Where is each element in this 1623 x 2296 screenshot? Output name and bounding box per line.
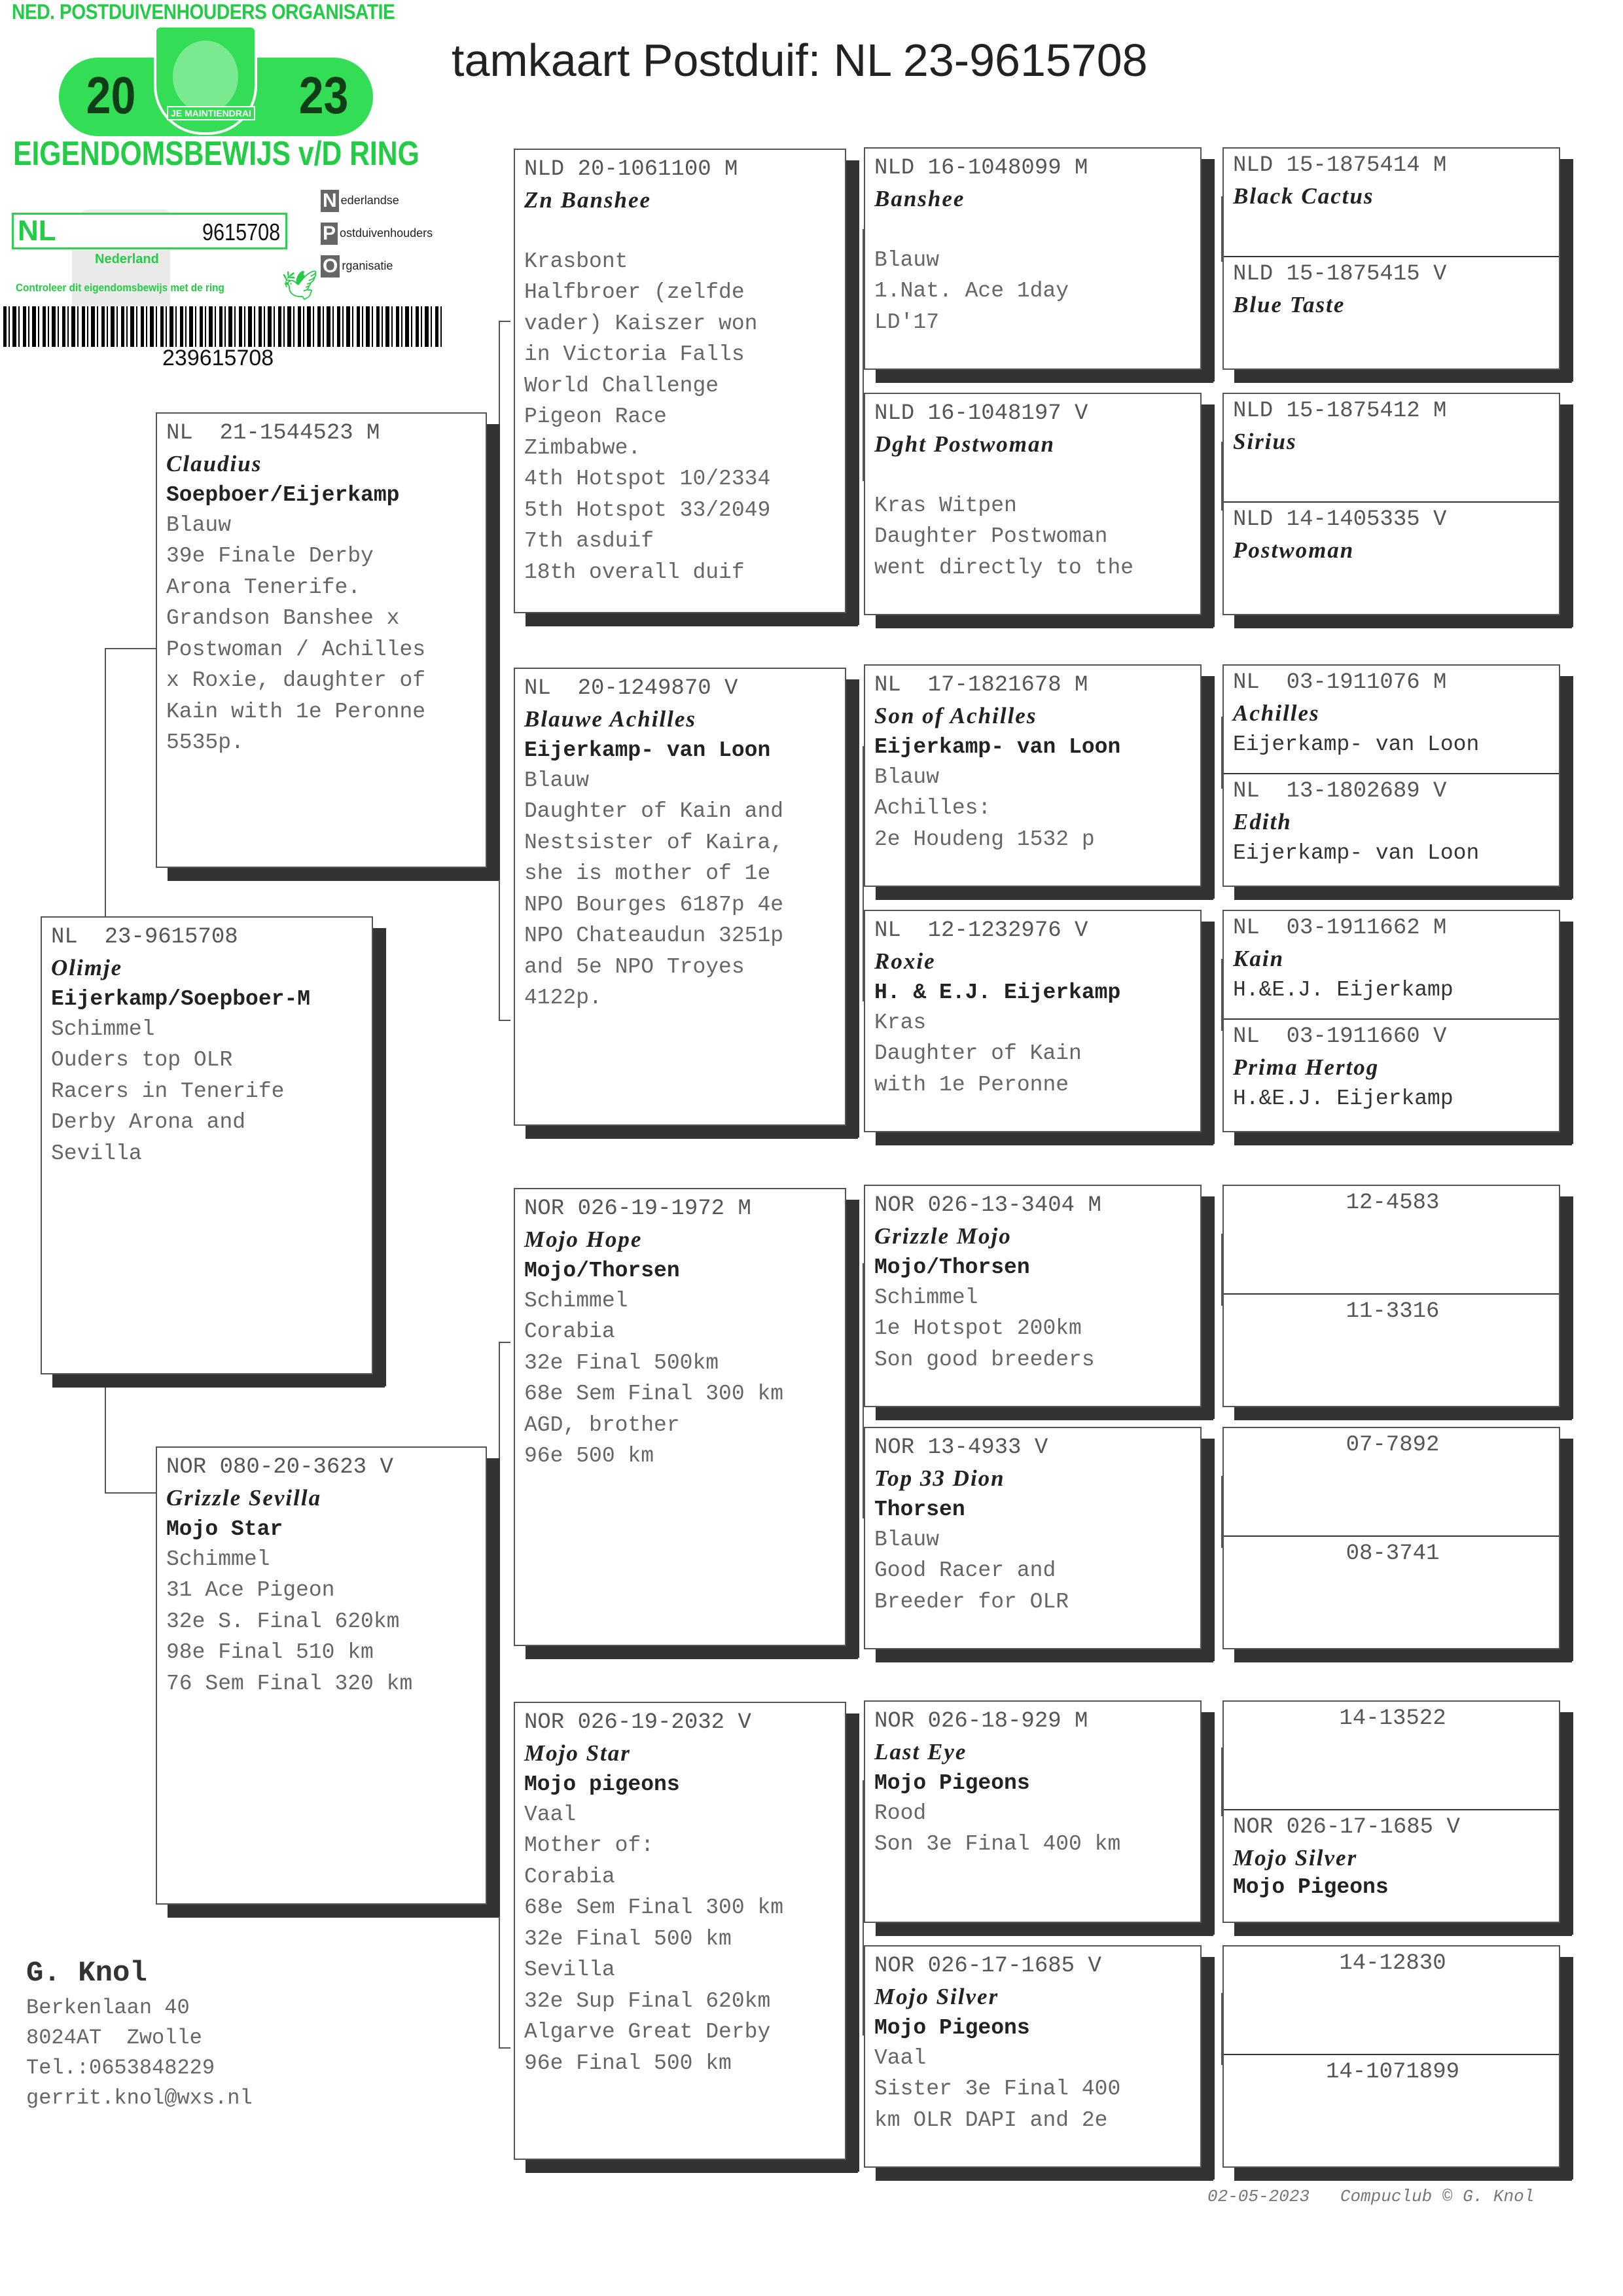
pigeon-name: Mojo Hope (524, 1227, 643, 1252)
ring-number: 11-3316 (1346, 1299, 1440, 1324)
pigeon-name: Son of Achilles (874, 703, 1037, 728)
pigeon-entry[interactable] (1224, 666, 1559, 773)
certificate-organisation: NED. POSTDUIVENHOUDERS ORGANISATIE (12, 0, 395, 24)
pigeon-name: Olimje (51, 955, 123, 980)
pigeon-name: Blauwe Achilles (524, 706, 697, 732)
certificate-title: EIGENDOMSBEWIJS v/D RING (13, 135, 419, 173)
ring-number: NOR 026-13-3404 M (874, 1193, 1101, 1218)
pigeon-card-subject[interactable] (41, 916, 373, 1374)
pigeon-card-mfm[interactable] (864, 1427, 1202, 1649)
note-line: 76 Sem Final 320 km (166, 1671, 413, 1696)
pigeon-owner: Mojo Pigeons (874, 2016, 1030, 2040)
note-line: and 5e NPO Troyes (524, 954, 745, 979)
pigeon-card-fff[interactable] (864, 147, 1202, 370)
note-line: Nestsister of Kaira, (524, 830, 784, 855)
ring-number: NL 23-9615708 (51, 925, 238, 950)
npo-initial: O (321, 255, 340, 278)
print-date: 02-05-2023 (1207, 2187, 1310, 2206)
pigeon-name: Kain (1233, 946, 1285, 971)
note-line: 32e Final 500km (524, 1350, 719, 1375)
pigeon-name: Roxie (874, 948, 936, 974)
ring-number: NL 20-1249870 V (524, 676, 738, 701)
note-line: Zimbabwe. (524, 435, 641, 460)
pigeon-pair-card (1222, 910, 1560, 1132)
footer (1207, 2187, 1534, 2206)
note-line: Grandson Banshee x (166, 606, 400, 630)
pigeon-owner: Soepboer/Eijerkamp (166, 483, 400, 507)
pigeon-color: Blauw (874, 1528, 940, 1552)
pigeon-owner: H. & E.J. Eijerkamp (874, 980, 1121, 1005)
pigeon-name: Mojo Star (524, 1740, 631, 1766)
pigeon-card-mmm[interactable] (864, 1945, 1202, 2168)
note-line: LD'17 (874, 310, 940, 334)
pigeon-color: Rood (874, 1801, 927, 1825)
pigeon-name: Grizzle Mojo (874, 1223, 1012, 1249)
note-line: 96e 500 km (524, 1444, 654, 1468)
pigeon-entry[interactable] (1224, 2054, 1559, 2169)
note-line: 96e Final 500 km (524, 2051, 732, 2075)
pigeon-color: Schimmel (166, 1547, 270, 1571)
ring-number: NLD 16-1048197 V (874, 401, 1088, 426)
pigeon-owner: Mojo Pigeons (1233, 1875, 1389, 1899)
pigeon-name: Zn Banshee (524, 187, 652, 213)
npo-text: ederlandse (340, 193, 399, 207)
certificate-motto: JE MAINTIENDRAI (167, 106, 255, 120)
note-line: Halfbroer (zelfde (524, 280, 745, 304)
note-line: NPO Chateaudun 3251p (524, 924, 784, 948)
pigeon-entry[interactable] (1224, 256, 1559, 371)
barcode-number: 239615708 (162, 346, 274, 370)
country-code: NL (18, 215, 56, 247)
connector-mother-parents (499, 1342, 510, 2049)
pigeon-owner: Mojo Pigeons (874, 1771, 1030, 1795)
note-line: AGD, brother (524, 1412, 680, 1437)
ring-number: NL 03-1911662 M (1233, 916, 1447, 941)
npo-line-3 (321, 255, 393, 278)
copyright: Compuclub © G. Knol (1340, 2187, 1535, 2206)
pigeon-entry[interactable] (1224, 1702, 1559, 1809)
note-line: in Victoria Falls (524, 342, 745, 367)
ring-number: NOR 026-18-929 M (874, 1709, 1088, 1734)
pigeon-color: Blauw (874, 248, 940, 272)
npo-line-2 (321, 223, 433, 245)
pigeon-owner: Mojo Star (166, 1517, 283, 1541)
pigeon-name: Achilles (1233, 700, 1320, 726)
ring-number: NOR 026-19-2032 V (524, 1710, 751, 1735)
pigeon-color: Kras (874, 1011, 927, 1035)
note-line: Derby Arona and (51, 1110, 246, 1134)
note-line: Corabia (524, 1319, 615, 1344)
ring-number: 14-12830 (1339, 1951, 1446, 1976)
pigeon-card-mm[interactable] (514, 1702, 846, 2160)
npo-initial: N (321, 190, 339, 212)
npo-line-1 (321, 190, 399, 212)
pigeon-name: Dght Postwoman (874, 431, 1055, 457)
npo-initial: P (321, 223, 338, 245)
certificate-check-text: Controleer dit eigendomsbewijs met de ring (16, 281, 224, 294)
pigeon-owner: Mojo/Thorsen (874, 1255, 1030, 1280)
pigeon-name: Top 33 Dion (874, 1465, 1005, 1491)
year-left: 20 (86, 66, 136, 124)
note-line: 31 Ace Pigeon (166, 1578, 335, 1602)
pigeon-name: Black Cactus (1233, 183, 1374, 209)
ring-number: NOR 13-4933 V (874, 1435, 1048, 1460)
note-line: she is mother of 1e (524, 861, 771, 886)
note-line: 18th overall duif (524, 560, 745, 584)
ring-number: NOR 026-17-1685 V (874, 1954, 1101, 1979)
note-line: Achilles: (874, 796, 991, 820)
pigeon-entry[interactable] (1224, 911, 1559, 1018)
note-line: 4th Hotspot 10/2334 (524, 467, 771, 491)
pigeon-card-ffm[interactable] (864, 393, 1202, 615)
pigeon-color: Blauw (874, 765, 940, 789)
note-line: Racers in Tenerife (51, 1079, 285, 1103)
pigeon-name: Sirius (1233, 429, 1297, 454)
note-line: 1e Hotspot 200km (874, 1316, 1082, 1340)
pigeon-entry[interactable] (1224, 1293, 1559, 1408)
pigeon-entry[interactable] (1224, 1809, 1559, 1924)
note-line: Daughter Postwoman (874, 524, 1108, 548)
note-line: 7th asduif (524, 529, 654, 553)
pigeon-owner: Thorsen (874, 1498, 965, 1522)
pigeon-pair-card (1222, 664, 1560, 887)
note-line: Kain with 1e Peronne (166, 699, 426, 724)
note-line: Sevilla (524, 1958, 615, 1982)
ring-number: 08-3741 (1346, 1541, 1440, 1566)
breeder-email[interactable]: gerrit.knol@wxs.nl (26, 2086, 253, 2110)
pigeon-name: Prima Hertog (1233, 1054, 1380, 1080)
dove-icon: 🕊 (281, 269, 318, 302)
breeder-name: G. Knol (26, 1957, 147, 1990)
pigeon-owner: H.&E.J. Eijerkamp (1233, 1086, 1454, 1111)
ring-number: NL 03-1911076 M (1233, 670, 1447, 695)
note-line: went directly to the (874, 555, 1134, 580)
pigeon-entry[interactable] (1224, 1535, 1559, 1651)
pigeon-card-mmf[interactable] (864, 1700, 1202, 1923)
pigeon-pair-card (1222, 1700, 1560, 1923)
pigeon-owner: H.&E.J. Eijerkamp (1233, 978, 1454, 1002)
pigeon-name: Blue Taste (1233, 292, 1346, 317)
pigeon-owner: Eijerkamp- van Loon (874, 735, 1121, 759)
pigeon-name: Banshee (874, 186, 965, 211)
pigeon-card-ff[interactable] (514, 149, 846, 613)
pigeon-color: Schimmel (51, 1017, 155, 1041)
ring-number-box (12, 213, 287, 249)
pigeon-pair-card (1222, 1185, 1560, 1407)
pigeon-card-fm[interactable] (514, 668, 846, 1126)
pigeon-owner: Eijerkamp- van Loon (1233, 732, 1480, 757)
note-line: 2e Houdeng 1532 p (874, 827, 1095, 852)
pigeon-color: Kras Witpen (874, 493, 1017, 518)
page-title: tamkaart Postduif: NL 23-9615708 (452, 35, 1148, 86)
pigeon-color: Blauw (524, 768, 590, 793)
ring-number: NOR 080-20-3623 V (166, 1455, 393, 1480)
pigeon-owner: Mojo/Thorsen (524, 1259, 680, 1283)
ring-number: NOR 026-17-1685 V (1233, 1815, 1460, 1840)
ring-number: NL 13-1802689 V (1233, 779, 1447, 804)
ring-number: NLD 15-1875415 V (1233, 262, 1447, 287)
pigeon-name: Last Eye (874, 1739, 967, 1765)
pigeon-color: Vaal (874, 2046, 927, 2070)
ring-number: NLD 14-1405335 V (1233, 507, 1447, 532)
npo-text: rganisatie (342, 259, 393, 272)
ring-number: NLD 20-1061100 M (524, 157, 738, 182)
note-line: vader) Kaiszer won (524, 311, 758, 336)
pigeon-name: Edith (1233, 809, 1292, 834)
breeder-city: 8024AT Zwolle (26, 2026, 202, 2050)
pigeon-entry[interactable] (1224, 1018, 1559, 1134)
note-line: Pigeon Race (524, 404, 667, 429)
pigeon-name: Mojo Silver (874, 1984, 999, 2009)
ring-number: NLD 15-1875412 M (1233, 399, 1447, 423)
connector-father-parents (499, 321, 510, 1021)
pigeon-color: Blauw (166, 513, 232, 537)
pigeon-owner: Mojo pigeons (524, 1772, 680, 1797)
pigeon-color: Schimmel (874, 1285, 978, 1310)
note-line: Postwoman / Achilles (166, 637, 426, 662)
pigeon-owner: Eijerkamp/Soepboer-M (51, 987, 311, 1011)
pigeon-card-mf[interactable] (514, 1188, 846, 1646)
pigeon-name: Mojo Silver (1233, 1845, 1358, 1871)
pigeon-entry[interactable] (1224, 149, 1559, 256)
note-line: Corabia (524, 1864, 615, 1889)
breeder-info (26, 1954, 253, 2113)
note-line: 4122p. (524, 986, 602, 1010)
ring-number: NLD 16-1048099 M (874, 156, 1088, 181)
note-line: Good Racer and (874, 1558, 1056, 1583)
ring-number: NL 21-1544523 M (166, 421, 380, 446)
pigeon-color: Krasbont (524, 249, 628, 274)
country-name: Nederland (95, 252, 159, 266)
pigeon-entry[interactable] (1224, 1428, 1559, 1535)
pigeon-card-mother[interactable] (156, 1446, 487, 1905)
note-line: 32e S. Final 620km (166, 1609, 400, 1634)
note-line: 32e Sup Final 620km (524, 1988, 771, 2013)
pigeon-card-fmf[interactable] (864, 664, 1202, 887)
note-line: NPO Bourges 6187p 4e (524, 892, 784, 917)
lion-icon (173, 41, 238, 113)
pigeon-card-fmm[interactable] (864, 910, 1202, 1132)
npo-text: ostduivenhouders (340, 226, 433, 240)
barcode (3, 306, 442, 347)
pigeon-pair-card (1222, 147, 1560, 370)
note-line: 68e Sem Final 300 km (524, 1895, 784, 1920)
pigeon-name: Postwoman (1233, 537, 1355, 563)
note-line: 68e Sem Final 300 km (524, 1382, 784, 1406)
pigeon-entry[interactable] (1224, 1186, 1559, 1293)
note-line: 5535p. (166, 730, 244, 755)
pigeon-name: Claudius (166, 451, 262, 476)
pigeon-name: Grizzle Sevilla (166, 1485, 322, 1511)
pigeon-card-father[interactable] (156, 412, 487, 868)
note-line: 5th Hotspot 33/2049 (524, 497, 771, 522)
ring-number: 14-13522 (1339, 1706, 1446, 1731)
pigeon-pair-card (1222, 1427, 1560, 1649)
pigeon-pair-card (1222, 393, 1560, 615)
ring-number: 12-4583 (1346, 1191, 1440, 1215)
note-line: Algarve Great Derby (524, 2020, 771, 2044)
pigeon-color: Schimmel (524, 1289, 628, 1313)
note-line: 32e Final 500 km (524, 1926, 732, 1951)
pigeon-entry[interactable] (1224, 394, 1559, 501)
note-line: with 1e Peronne (874, 1072, 1069, 1097)
ring-number: 14-1071899 (1325, 2060, 1460, 2085)
pigeon-card-mff[interactable] (864, 1185, 1202, 1407)
note-line: Mother of: (524, 1833, 654, 1857)
year-right: 23 (298, 66, 349, 124)
note-line: km OLR DAPI and 2e (874, 2108, 1108, 2132)
note-line: Breeder for OLR (874, 1589, 1069, 1614)
pigeon-owner: Eijerkamp- van Loon (1233, 841, 1480, 865)
note-line: Ouders top OLR (51, 1048, 233, 1072)
ring-number: 07-7892 (1346, 1433, 1440, 1458)
pigeon-pair-card (1222, 1945, 1560, 2168)
breeder-address: Berkenlaan 40 (26, 1996, 190, 2020)
ring-number: NL 03-1911660 V (1233, 1024, 1447, 1049)
ring-number: NLD 15-1875414 M (1233, 153, 1447, 178)
pigeon-entry[interactable] (1224, 1946, 1559, 2054)
note-line: Sevilla (51, 1141, 142, 1166)
ownership-certificate (0, 0, 452, 376)
ring-number: NL 12-1232976 V (874, 918, 1088, 943)
note-line: Daughter of Kain and (524, 799, 784, 823)
pigeon-owner: Eijerkamp- van Loon (524, 738, 771, 762)
breeder-phone: Tel.:0653848229 (26, 2056, 215, 2080)
ring-number: 9615708 (202, 219, 280, 245)
note-line: World Challenge (524, 373, 719, 398)
note-line: 98e Final 510 km (166, 1640, 374, 1664)
pigeon-entry[interactable] (1224, 773, 1559, 888)
note-line: Sister 3e Final 400 (874, 2077, 1121, 2101)
note-line: x Roxie, daughter of (166, 668, 426, 692)
note-line: 39e Finale Derby (166, 544, 374, 568)
note-line: 1.Nat. Ace 1day (874, 279, 1069, 303)
note-line: Arona Tenerife. (166, 575, 361, 600)
note-line: Son good breeders (874, 1347, 1095, 1372)
ring-number: NOR 026-19-1972 M (524, 1196, 751, 1221)
ring-number: NL 17-1821678 M (874, 673, 1088, 698)
pigeon-entry[interactable] (1224, 501, 1559, 617)
note-line: Daughter of Kain (874, 1041, 1082, 1066)
note-line: Son 3e Final 400 km (874, 1832, 1121, 1856)
pigeon-color: Vaal (524, 1803, 577, 1827)
